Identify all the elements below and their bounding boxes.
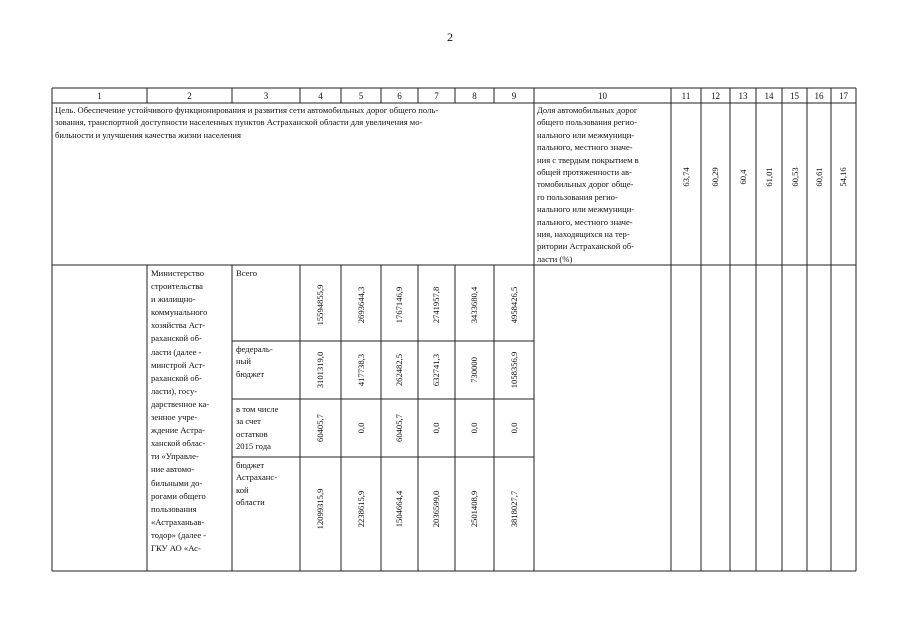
col-header-6: 6 xyxy=(397,91,402,101)
funding-value: 3818027,7 xyxy=(509,490,519,528)
indicator-value-11: 63,74 xyxy=(681,167,691,187)
funding-value: 0,0 xyxy=(469,422,479,434)
funding-source-residuals: в том числе за счет остатков 2015 года xyxy=(236,404,279,452)
funding-value: 0,0 xyxy=(356,422,366,434)
funding-value: 3433680,4 xyxy=(469,286,479,324)
funding-value: 4958426,5 xyxy=(509,286,519,324)
col-header-7: 7 xyxy=(434,91,439,101)
funding-value: 2693644,3 xyxy=(356,286,366,324)
funding-value: 12099315,9 xyxy=(315,488,325,530)
funding-value: 1058356,9 xyxy=(509,351,519,389)
funding-value: 2036599,0 xyxy=(431,490,441,528)
funding-value: 0,0 xyxy=(509,422,519,434)
goal-text: Цель. Обеспечение устойчивого функционирования и развития сети автомобильных дорог общего поль- зования, транспортной доступности населенных пунктов Астраханской области для увеличения мо- бильности и улучшения качества жизни населения xyxy=(55,105,439,140)
funding-value: 632741,3 xyxy=(431,353,441,387)
funding-value: 1504664,4 xyxy=(394,490,404,528)
col-header-17: 17 xyxy=(839,91,848,101)
col-header-14: 14 xyxy=(764,91,774,101)
funding-value: 15594855,9 xyxy=(315,284,325,326)
funding-value: 60405,7 xyxy=(315,414,325,442)
indicator-value-16: 60,61 xyxy=(814,167,824,187)
funding-value: 60405,7 xyxy=(394,414,404,442)
funding-source-total: Всего xyxy=(236,268,258,278)
funding-value: 2238615,9 xyxy=(356,490,366,528)
col-header-13: 13 xyxy=(738,91,748,101)
funding-value: 3101319,0 xyxy=(315,351,325,389)
col-header-4: 4 xyxy=(318,91,323,101)
col-header-5: 5 xyxy=(358,91,364,101)
funding-source-federal: федераль- ный бюджет xyxy=(236,344,273,379)
funding-value: 417738,3 xyxy=(356,353,366,387)
col-header-9: 9 xyxy=(511,91,517,101)
funding-value: 2741957,8 xyxy=(431,286,441,324)
indicator-value-15: 60,53 xyxy=(790,167,800,187)
col-header-15: 15 xyxy=(790,91,799,101)
col-header-10: 10 xyxy=(598,91,607,101)
executor-text: Министерство строительства и жилищно- коммунального хозяйства Аст- раханской об- ласти (далее - минстрой Аст- раханской об- ласти), госу- дарственное ка- зенное учре- ждение Астра- ханской облас- ти «Управле- ние автомо- бильными до- рогами общего пользования «Астраханьав- тодор» (далее - ГКУ АО «Ас- xyxy=(151,268,210,553)
indicator-value-13: 60,4 xyxy=(738,169,748,185)
funding-value: 0,0 xyxy=(431,422,441,434)
col-header-8: 8 xyxy=(472,91,477,101)
col-header-16: 16 xyxy=(814,91,824,101)
funding-value: 730000 xyxy=(469,357,479,383)
indicator-value-17: 54,16 xyxy=(838,167,848,187)
col-header-2: 2 xyxy=(187,91,192,101)
indicator-value-14: 61,01 xyxy=(764,167,774,187)
funding-value: 1767146,9 xyxy=(394,286,404,324)
funding-value: 262482,5 xyxy=(394,353,404,387)
funding-value: 2501408,9 xyxy=(469,490,479,528)
indicator-value-12: 60,29 xyxy=(710,167,720,187)
col-header-11: 11 xyxy=(681,91,691,101)
funding-source-regional: бюджет Астраханс- кой области xyxy=(236,460,278,508)
col-header-3: 3 xyxy=(263,91,269,101)
col-header-12: 12 xyxy=(711,91,720,101)
page-number: 2 xyxy=(447,30,453,44)
indicator-text: Доля автомобильных дорог общего пользования регио- нального или межмуници- пального, местного значе- ния с твердым покрытием в общей протяженности ав- томобильных дорог обще- го пользования регио- нального или межмуници- пального, местного значе- ния, находящихся на тер- ритории Астраханской об- ласти (%) xyxy=(537,105,639,264)
col-header-1: 1 xyxy=(97,91,102,101)
